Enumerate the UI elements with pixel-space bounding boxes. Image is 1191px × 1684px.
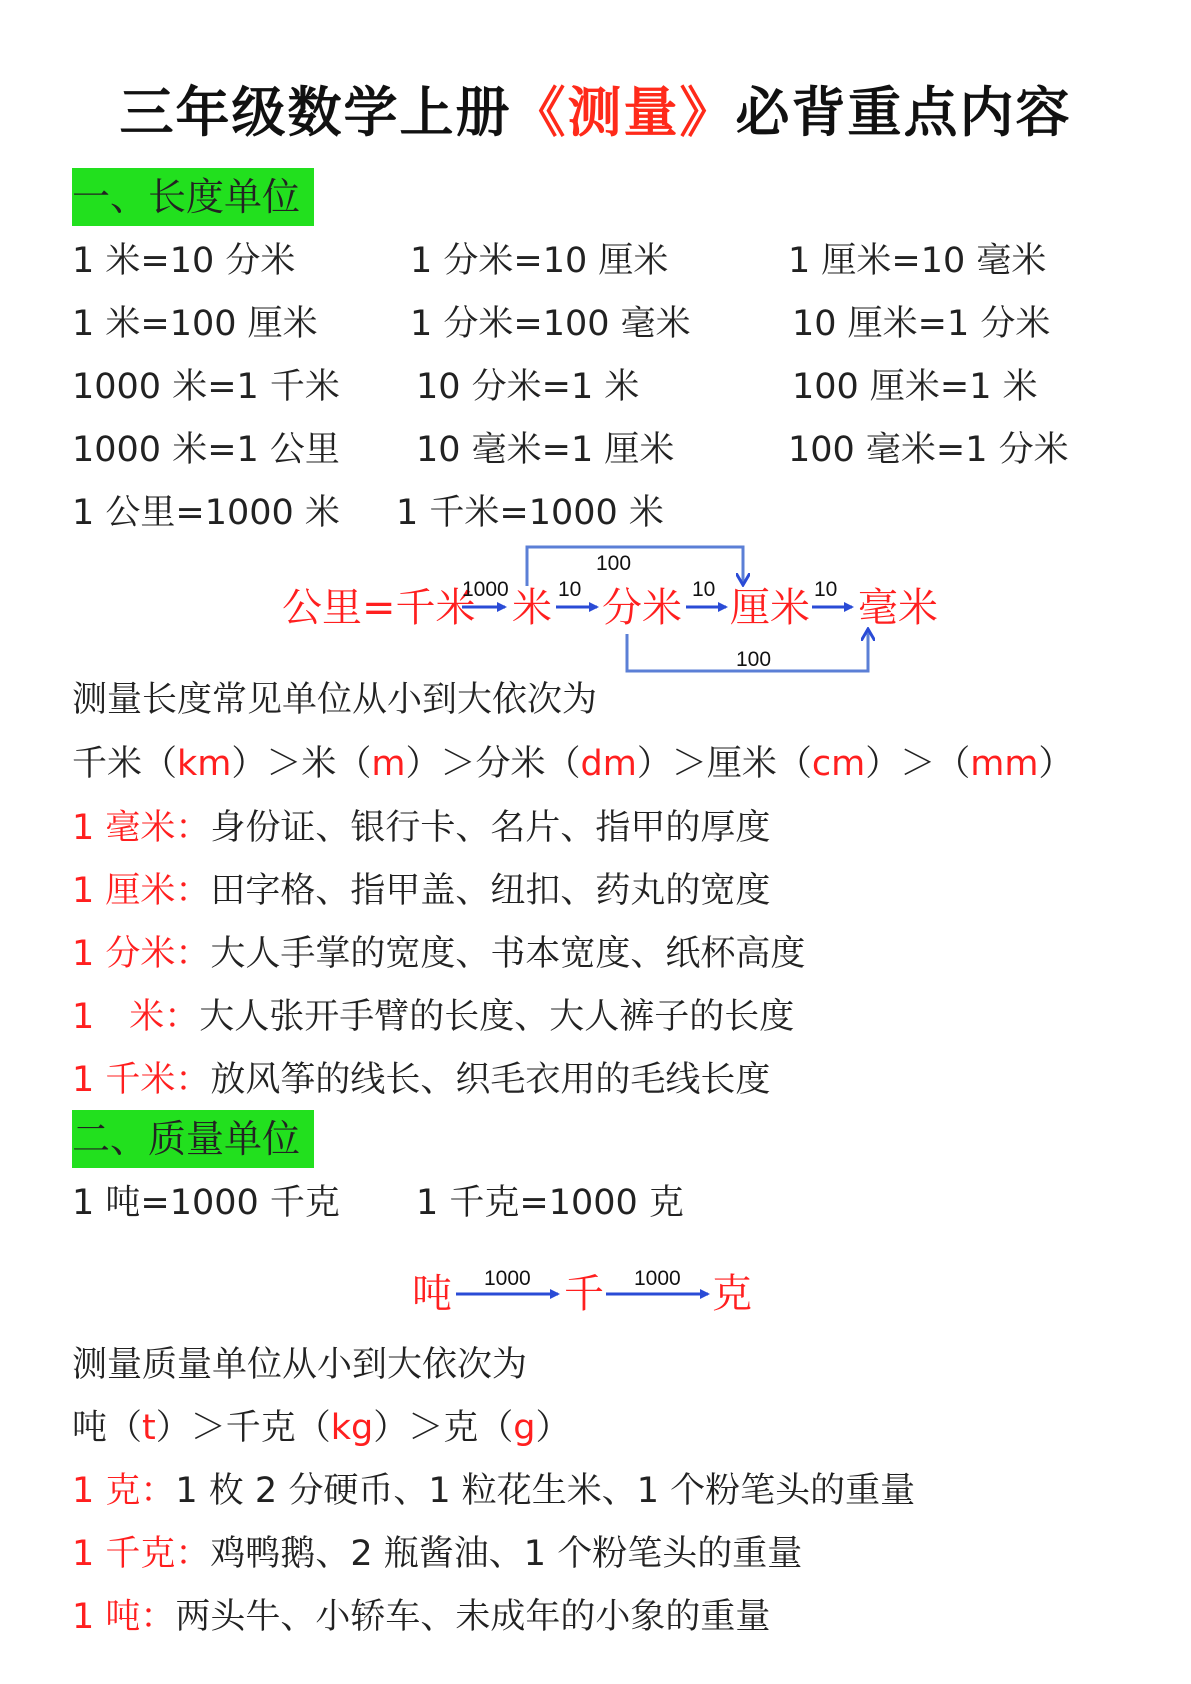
flow-unit-ke: 克 [712, 1271, 752, 1317]
conversion-item: 1000 米=1 千米 [72, 367, 340, 407]
example-text: 田字格、指甲盖、纽扣、药丸的宽度 [210, 871, 771, 911]
length-example [72, 871, 770, 911]
flow-rate-label: 1000 [462, 578, 509, 601]
title-part2: 必背重点内容 [735, 81, 1072, 144]
flow-rate-label: 10 [558, 578, 582, 601]
flow-rate-label: 10 [814, 578, 838, 601]
conversion-item: 1 分米=10 厘米 [410, 241, 669, 281]
order-unit: ）＞米（ [231, 744, 372, 784]
order-unit: ）＞厘米（ [636, 744, 812, 784]
order-unit: ）＞克（ [373, 1408, 514, 1448]
order-unit: 吨（ [72, 1408, 143, 1448]
flow-unit-limi: 厘米 [730, 585, 810, 631]
example-label: 1 千米： [72, 1060, 211, 1100]
flow-unit-mi: 米 [512, 585, 552, 631]
conversion-item: 1 米=100 厘米 [72, 304, 318, 344]
flow-unit-qian: 千 [564, 1271, 604, 1317]
order-unit: ）＞千克（ [155, 1408, 331, 1448]
conversion-item: 1 吨=1000 千克 [72, 1183, 340, 1223]
conversion-item: 1 米=10 分米 [72, 241, 296, 281]
example-label: 1 米： [72, 997, 200, 1037]
flow-rate-label: 10 [692, 578, 716, 601]
example-label: 1 分米： [72, 934, 211, 974]
flow-skip-label-bottom: 100 [736, 648, 772, 671]
length-example [72, 808, 770, 848]
order-abbr: km [177, 744, 232, 784]
flow-unit-fenmi: 分米 [602, 585, 682, 631]
order-unit: ）＞（ [865, 744, 971, 784]
length-order-intro: 测量长度常见单位从小到大依次为 [72, 680, 598, 720]
length-example [72, 934, 805, 974]
example-text: 放风筝的线长、织毛衣用的毛线长度 [210, 1060, 771, 1100]
flow-skip-label-top: 100 [596, 552, 632, 575]
example-text: 大人手掌的宽度、书本宽度、纸杯高度 [210, 934, 806, 974]
example-label: 1 千克： [72, 1534, 211, 1574]
order-abbr: t [142, 1408, 156, 1448]
flow-rate-label: 1000 [634, 1267, 681, 1290]
length-order [72, 744, 1073, 784]
conversion-item: 10 厘米=1 分米 [792, 304, 1051, 344]
example-text: 两头牛、小轿车、未成年的小象的重量 [175, 1597, 771, 1637]
page-title [0, 70, 1191, 147]
length-example [72, 997, 794, 1037]
conversion-item: 1 公里=1000 米 [72, 493, 340, 533]
conversion-item: 100 毫米=1 分米 [788, 430, 1069, 470]
order-abbr: kg [330, 1408, 374, 1448]
order-unit: ） [1038, 744, 1074, 784]
flow-unit-haomi: 毫米 [858, 585, 938, 631]
order-unit: ） [535, 1408, 571, 1448]
order-abbr: cm [811, 744, 866, 784]
conversion-item: 100 厘米=1 米 [792, 367, 1038, 407]
example-text: 大人张开手臂的长度、大人裤子的长度 [199, 997, 795, 1037]
flow-unit-dun: 吨 [412, 1271, 452, 1317]
example-text: 身份证、银行卡、名片、指甲的厚度 [210, 808, 771, 848]
title-part1: 三年级数学上册 [119, 81, 512, 144]
section-heading-length: 一、长度单位 [72, 168, 314, 226]
example-label: 1 毫米： [72, 808, 211, 848]
order-abbr: mm [970, 744, 1039, 784]
conversion-item: 1 千米=1000 米 [396, 493, 664, 533]
length-example [72, 1060, 770, 1100]
flow-start-unit: 公里=千米 [282, 585, 476, 631]
conversion-item: 10 毫米=1 厘米 [416, 430, 675, 470]
conversion-item: 10 分米=1 米 [416, 367, 640, 407]
conversion-item: 1 厘米=10 毫米 [788, 241, 1047, 281]
example-text: 鸡鸭鹅、2 瓶酱油、1 个粉笔头的重量 [210, 1534, 803, 1574]
section-heading-mass: 二、质量单位 [72, 1110, 314, 1168]
mass-example [72, 1597, 770, 1637]
order-unit: 千米（ [72, 744, 178, 784]
flow-rate-label: 1000 [484, 1267, 531, 1290]
title-highlight: 《测量》 [511, 81, 736, 144]
example-label: 1 厘米： [72, 871, 211, 911]
conversion-item: 1 千克=1000 克 [416, 1183, 684, 1223]
example-text: 1 枚 2 分硬币、1 粒花生米、1 个粉笔头的重量 [175, 1471, 916, 1511]
example-label: 1 克： [72, 1471, 176, 1511]
order-abbr: m [371, 744, 406, 784]
mass-example [72, 1534, 802, 1574]
mass-order-intro: 测量质量单位从小到大依次为 [72, 1345, 528, 1385]
mass-order [72, 1408, 571, 1448]
order-abbr: g [513, 1408, 536, 1448]
order-unit: ）＞分米（ [405, 744, 581, 784]
example-label: 1 吨： [72, 1597, 176, 1637]
conversion-item: 1000 米=1 公里 [72, 430, 340, 470]
order-abbr: dm [580, 744, 637, 784]
conversion-item: 1 分米=100 毫米 [410, 304, 691, 344]
mass-example [72, 1471, 915, 1511]
